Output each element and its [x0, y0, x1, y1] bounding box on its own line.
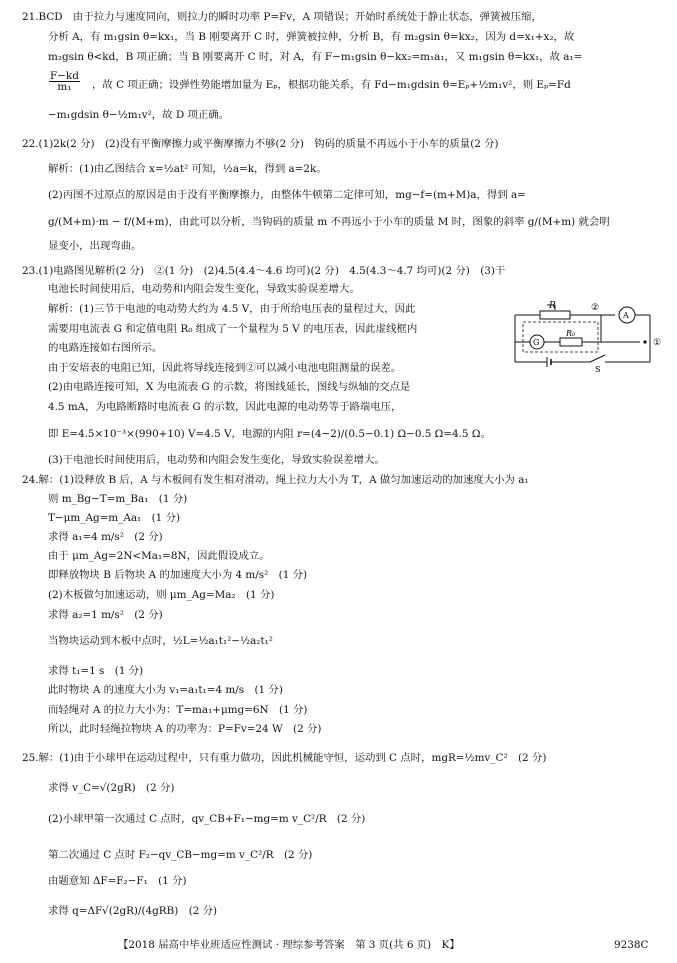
- frac-num: F−kd: [50, 70, 79, 82]
- text-line: 解析：(1)三节干电池的电动势大约为 4.5 V，由于所给电压表的量程过大，因此: [48, 303, 416, 315]
- label-s: S: [595, 365, 601, 374]
- text-line: 分析 A，有 m₁gsin θ=kx₁，当 B 刚要离开 C 时，弹簧被拉伸，分析 B，有 m₂gsin θ=kx₂，因为 d=x₁+x₂，故: [48, 31, 575, 43]
- text-line: 4.5 mA，为电路断路时电流表 G 的示数，因此电源的电动势等于路端电压，: [48, 401, 402, 413]
- text-line: 当物块运动到木板中点时，½L=½a₁t₁²−½a₂t₁²: [48, 635, 273, 647]
- text-line: (2)丙图不过原点的原因是由于没有平衡摩擦力，由整体牛顿第二定律可知，mg−f=(m+M)a，得到 a=: [48, 189, 526, 201]
- footer-title: 【2018 届高中毕业班适应性测试 · 理综参考答案 第 3 页(共 6 页) K】: [118, 939, 460, 951]
- label-r: R: [549, 301, 556, 311]
- text-line: 需要用电流表 G 和定值电阻 R₀ 组成了一个量程为 5 V 的电压表，因此虚线框内: [48, 323, 418, 335]
- label-r0: R₀: [566, 329, 576, 338]
- text-line: 即 E=4.5×10⁻³×(990+10) V=4.5 V，电源的内阻 r=(4−2)/(0.5−0.1) Ω−0.5 Ω=4.5 Ω。: [48, 428, 491, 440]
- page-footer: [0, 938, 677, 954]
- label-1: ①: [653, 338, 662, 348]
- text-line: 显变小，出现弯曲。: [48, 240, 142, 252]
- text-line: −m₁gdsin θ−½m₁v²，故 D 项正确。: [48, 109, 230, 121]
- text-line: 22.(1)2k(2 分) (2)没有平衡摩擦力或平衡摩擦力不够(2 分) 钩码的质量不再远小于小车的质量(2 分): [22, 138, 499, 150]
- text-line: 第二次通过 C 点时 F₂−qv_CB−mg=m v_C²/R (2 分): [48, 849, 313, 861]
- text-line: 求得 v_C=√(2gR) (2 分): [48, 782, 175, 794]
- fraction-21c: [48, 71, 81, 92]
- text-line: 所以，此时轻绳拉物块 A 的功率为：P=Fv=24 W (2 分): [48, 723, 322, 735]
- text-line: 此时物块 A 的速度大小为 v₁=a₁t₁=4 m/s (1 分): [48, 684, 283, 696]
- text-line: (2)木板做匀加速运动，则 μm_Ag=Ma₂ (1 分): [48, 589, 275, 601]
- text-line: 的电路连接如右图所示。: [48, 342, 163, 354]
- text-line: 24.解：(1)设释放 B 后，A 与木板间有发生相对滑动，绳上拉力大小为 T，A 做匀加速运动的加速度大小为 a₁: [22, 474, 529, 486]
- label-g: G: [533, 338, 540, 347]
- text-line: 电池长时间使用后，电动势和内阻会发生变化，导致实验误差增大。: [48, 283, 360, 295]
- text-line: 则 m_Bg−T=m_Ba₁ (1 分): [48, 493, 188, 505]
- label-a: A: [623, 311, 629, 320]
- text-line: 求得 a₁=4 m/s² (2 分): [48, 531, 163, 543]
- text-line: 即释放物块 B 后物块 A 的加速度大小为 4 m/s² (1 分): [48, 569, 308, 581]
- text-line: 而轻绳对 A 的拉力大小为：T=ma₁+μmg=6N (1 分): [48, 704, 308, 716]
- text-line: 解析：(1)由乙图结合 x=½at² 可知，½a=k，得到 a=2k。: [48, 163, 327, 175]
- text-line: (2)小球甲第一次通过 C 点时，qv_CB+F₁−mg=m v_C²/R (2 分): [48, 813, 366, 825]
- text-line: 由于 μm_Ag=2N<Ma₁=8N，因此假设成立。: [48, 550, 270, 562]
- text-line: T−μm_Ag=m_Aa₁ (1 分): [48, 512, 181, 524]
- frac-den: m₁: [57, 81, 72, 93]
- text-line: (3)干电池长时间使用后，电动势和内阻会发生变化，导致实验误差增大。: [48, 454, 385, 466]
- text-line: ，故 C 项正确；设弹性势能增加量为 Eₚ，根据功能关系，有 Fd−m₁gdsin θ=Eₚ+½m₁v²，则 Eₚ=Fd: [92, 79, 571, 91]
- text-line: 由题意知 ΔF=F₂−F₁ (1 分): [48, 875, 187, 887]
- text-line: g/(M+m)·m − f/(M+m)，由此可以分析，当钩码的质量 m 不再远小于小车的质量 M 时，图象的斜率 g/(M+m) 就会明: [48, 216, 610, 228]
- footer-code: 9238C: [614, 939, 649, 951]
- circuit-diagram: [505, 300, 665, 375]
- text-line: 求得 a₂=1 m/s² (2 分): [48, 609, 163, 621]
- text-line: m₂gsin θ<kd，B 项正确；当 B 刚要离开 C 时，对 A，有 F−m₁gsin θ−kx₂=m₁a₁，又 m₁gsin θ=kx₁，故 a₁=: [48, 51, 583, 63]
- text-line: 25.解：(1)由于小球甲在运动过程中，只有重力做功，因此机械能守恒，运动到 C 点时，mgR=½mv_C² (2 分): [22, 752, 547, 764]
- text-line: 求得 t₁=1 s (1 分): [48, 665, 144, 677]
- text-line: 21.BCD 由于拉力与速度同向，则拉力的瞬时功率 P=Fv，A 项错误；开始时系统处于静止状态，弹簧被压缩，: [22, 11, 542, 23]
- text-line: (2)由电路连接可知，X 为电流表 G 的示数，将图线延长，图线与纵轴的交点是: [48, 381, 411, 393]
- text-line: 求得 q=ΔF√(2gR)/(4gRB) (2 分): [48, 905, 218, 917]
- label-2: ②: [591, 303, 600, 313]
- text-line: 23.(1)电路图见解析(2 分) ②(1 分) (2)4.5(4.4～4.6 均可)(2 分) 4.5(4.3～4.7 均可)(2 分) (3)干: [22, 265, 506, 277]
- text-line: 由于安培表的电阻已知，因此将导线连接到②可以减小电池电阻测量的误差。: [48, 362, 402, 374]
